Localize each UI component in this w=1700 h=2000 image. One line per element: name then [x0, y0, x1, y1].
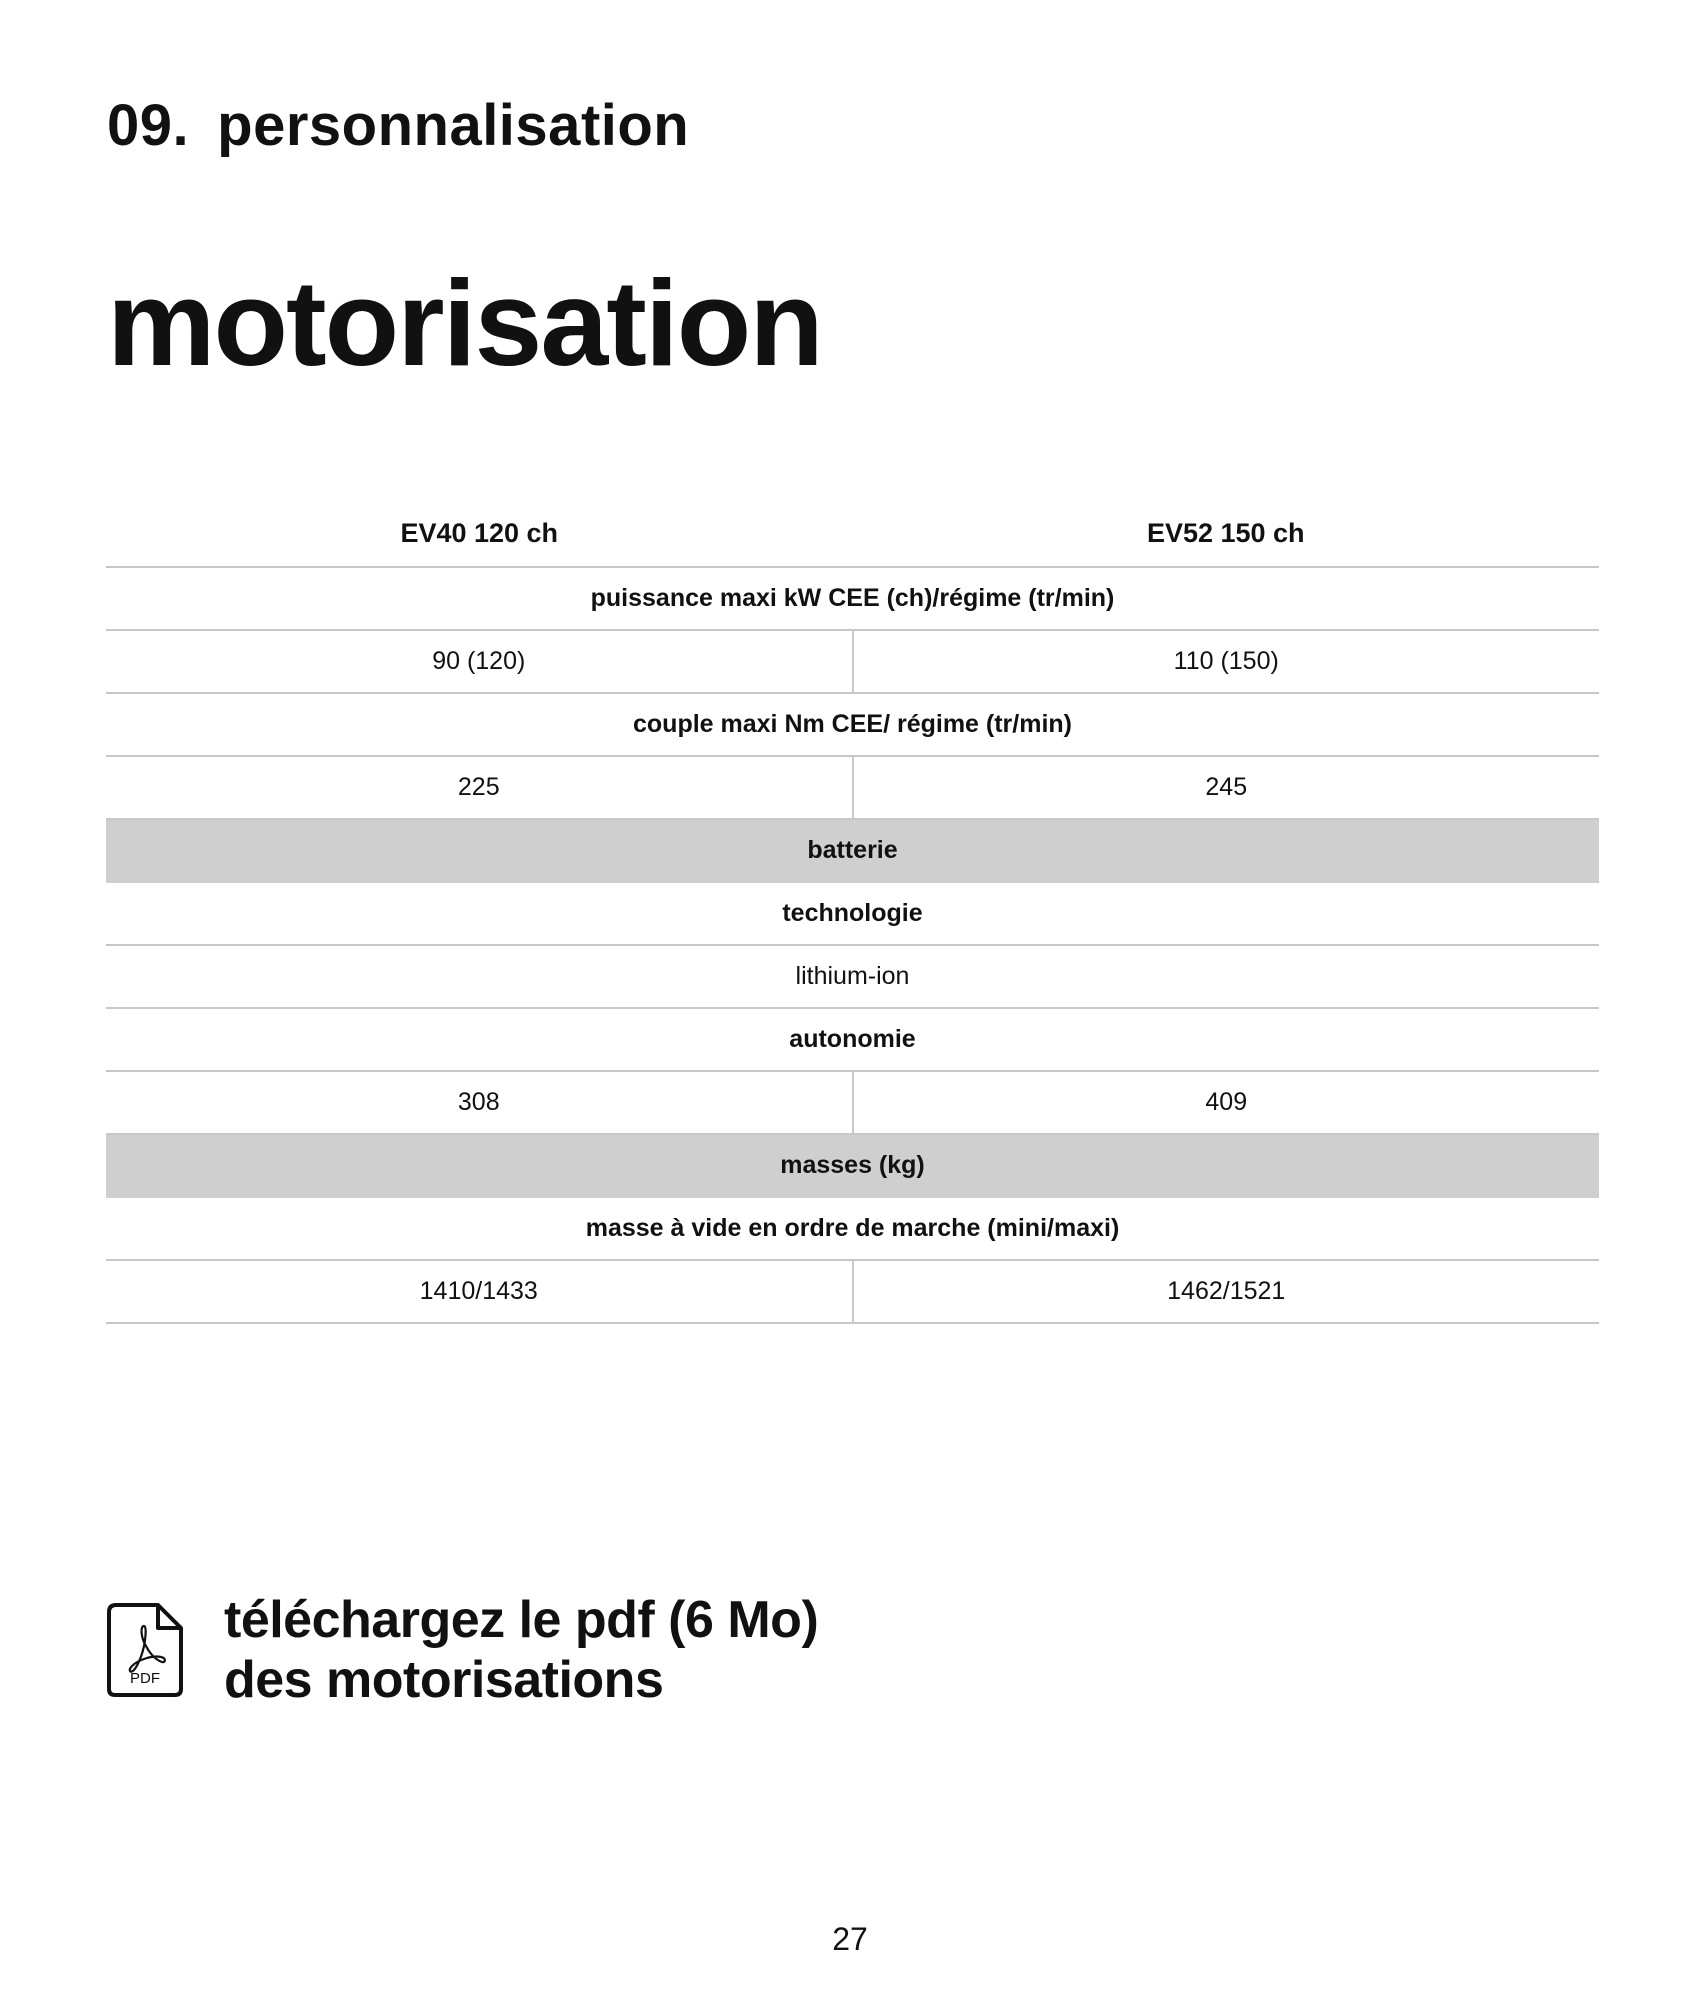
table-row-masse	[106, 1261, 1599, 1324]
pdf-icon-label: PDF	[130, 1670, 160, 1687]
row-label-puissance: puissance maxi kW CEE (ch)/régime (tr/min)	[106, 568, 1599, 631]
section-header	[107, 92, 689, 159]
cell-ev40-autonomie: 308	[457, 1088, 500, 1116]
column-header-ev40: EV40 120 ch	[400, 517, 559, 548]
section-label: personnalisation	[217, 93, 690, 158]
spec-table	[106, 500, 1599, 1324]
download-line-1[interactable]: téléchargez le pdf (6 Mo)	[224, 1591, 819, 1649]
row-label-masse: masse à vide en ordre de marche (mini/maxi)	[106, 1198, 1599, 1261]
download-pdf-link[interactable]	[106, 1590, 818, 1710]
column-header-ev52: EV52 150 ch	[1146, 517, 1305, 548]
download-text[interactable]	[224, 1590, 818, 1710]
section-row-batterie: batterie	[106, 820, 1599, 883]
table-row-technologie: lithium-ion	[106, 946, 1599, 1009]
cell-ev52-puissance: 110 (150)	[852, 631, 1600, 692]
table-row-puissance	[106, 631, 1599, 694]
cell-ev40-masse: 1410/1433	[419, 1277, 538, 1305]
cell-ev40-couple: 225	[457, 773, 500, 801]
cell-ev40-puissance: 90 (120)	[432, 647, 526, 675]
table-header	[106, 500, 1599, 568]
row-label-technologie: technologie	[106, 883, 1599, 946]
page-title: motorisation	[107, 255, 822, 391]
row-label-couple: couple maxi Nm CEE/ régime (tr/min)	[106, 694, 1599, 757]
pdf-icon	[106, 1602, 184, 1698]
page-number: 27	[832, 1921, 868, 1957]
cell-ev52-couple: 245	[852, 757, 1600, 818]
cell-ev52-autonomie: 409	[852, 1072, 1600, 1133]
table-row-couple	[106, 757, 1599, 820]
cell-ev52-masse: 1462/1521	[852, 1261, 1600, 1322]
download-line-2[interactable]: des motorisations	[224, 1651, 664, 1709]
section-number: 09.	[107, 93, 190, 158]
row-label-autonomie: autonomie	[106, 1009, 1599, 1072]
table-row-autonomie	[106, 1072, 1599, 1135]
section-row-masses: masses (kg)	[106, 1135, 1599, 1198]
